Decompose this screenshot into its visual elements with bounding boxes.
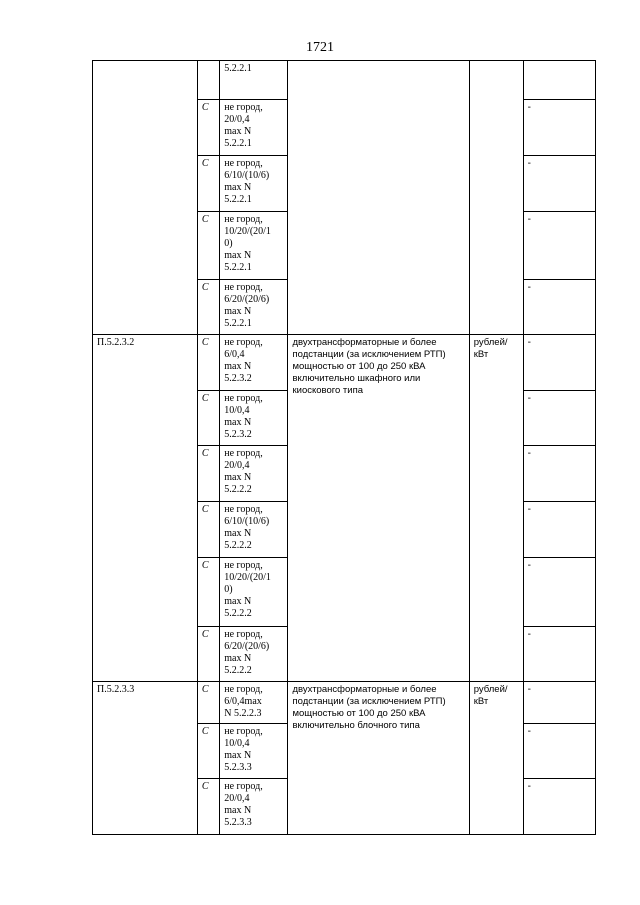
- condition-cell: не город, 10/20/(20/1 0) max N 5.2.2.2: [220, 558, 288, 627]
- value-cell: [523, 61, 595, 100]
- value-cell: -: [523, 724, 595, 779]
- condition-cell: не город, 10/20/(20/1 0) max N 5.2.2.1: [220, 212, 288, 280]
- value-cell: -: [523, 779, 595, 835]
- category-cell: C: [197, 212, 219, 280]
- description-cell: [288, 61, 469, 335]
- condition-cell: 5.2.2.1: [220, 61, 288, 100]
- category-cell: C: [197, 280, 219, 335]
- tariff-table: [92, 60, 596, 835]
- condition-cell: не город, 6/0,4max N 5.2.2.3: [220, 682, 288, 724]
- value-cell: -: [523, 627, 595, 682]
- condition-cell: не город, 20/0,4 max N 5.2.2.2: [220, 446, 288, 502]
- description-cell: двухтрансформаторные и более подстанции (за исключением РТП) мощностью от 100 до 250 кВА включительно шкафного или киоскового типа: [288, 335, 469, 682]
- section-code-cell: [93, 61, 198, 335]
- category-cell: C: [197, 391, 219, 446]
- condition-cell: не город, 6/10/(10/6) max N 5.2.2.1: [220, 156, 288, 212]
- category-cell: [197, 61, 219, 100]
- table-row: [93, 335, 596, 391]
- value-cell: -: [523, 335, 595, 391]
- value-cell: -: [523, 280, 595, 335]
- condition-cell: не город, 6/20/(20/6) max N 5.2.2.1: [220, 280, 288, 335]
- condition-cell: не город, 20/0,4 max N 5.2.2.1: [220, 100, 288, 156]
- condition-cell: не город, 20/0,4 max N 5.2.3.3: [220, 779, 288, 835]
- condition-cell: не город, 6/0,4 max N 5.2.3.2: [220, 335, 288, 391]
- value-cell: -: [523, 212, 595, 280]
- value-cell: -: [523, 391, 595, 446]
- unit-cell: рублей/ кВт: [469, 335, 523, 682]
- category-cell: C: [197, 627, 219, 682]
- condition-cell: не город, 10/0,4 max N 5.2.3.3: [220, 724, 288, 779]
- value-cell: -: [523, 100, 595, 156]
- table-row: [93, 682, 596, 724]
- value-cell: -: [523, 558, 595, 627]
- section-code-cell: П.5.2.3.2: [93, 335, 198, 682]
- category-cell: C: [197, 100, 219, 156]
- category-cell: C: [197, 446, 219, 502]
- category-cell: C: [197, 682, 219, 724]
- condition-cell: не город, 6/20/(20/6) max N 5.2.2.2: [220, 627, 288, 682]
- value-cell: -: [523, 446, 595, 502]
- category-cell: C: [197, 335, 219, 391]
- unit-cell: рублей/ кВт: [469, 682, 523, 835]
- page-number: 1721: [306, 40, 334, 55]
- table-row: [93, 61, 596, 100]
- section-code-cell: П.5.2.3.3: [93, 682, 198, 835]
- category-cell: C: [197, 502, 219, 558]
- category-cell: C: [197, 558, 219, 627]
- unit-cell: [469, 61, 523, 335]
- condition-cell: не город, 6/10/(10/6) max N 5.2.2.2: [220, 502, 288, 558]
- condition-cell: не город, 10/0,4 max N 5.2.3.2: [220, 391, 288, 446]
- description-cell: двухтрансформаторные и более подстанции (за исключением РТП) мощностью от 100 до 250 кВА включительно блочного типа: [288, 682, 469, 835]
- value-cell: -: [523, 156, 595, 212]
- value-cell: -: [523, 682, 595, 724]
- value-cell: -: [523, 502, 595, 558]
- category-cell: C: [197, 779, 219, 835]
- category-cell: C: [197, 156, 219, 212]
- category-cell: C: [197, 724, 219, 779]
